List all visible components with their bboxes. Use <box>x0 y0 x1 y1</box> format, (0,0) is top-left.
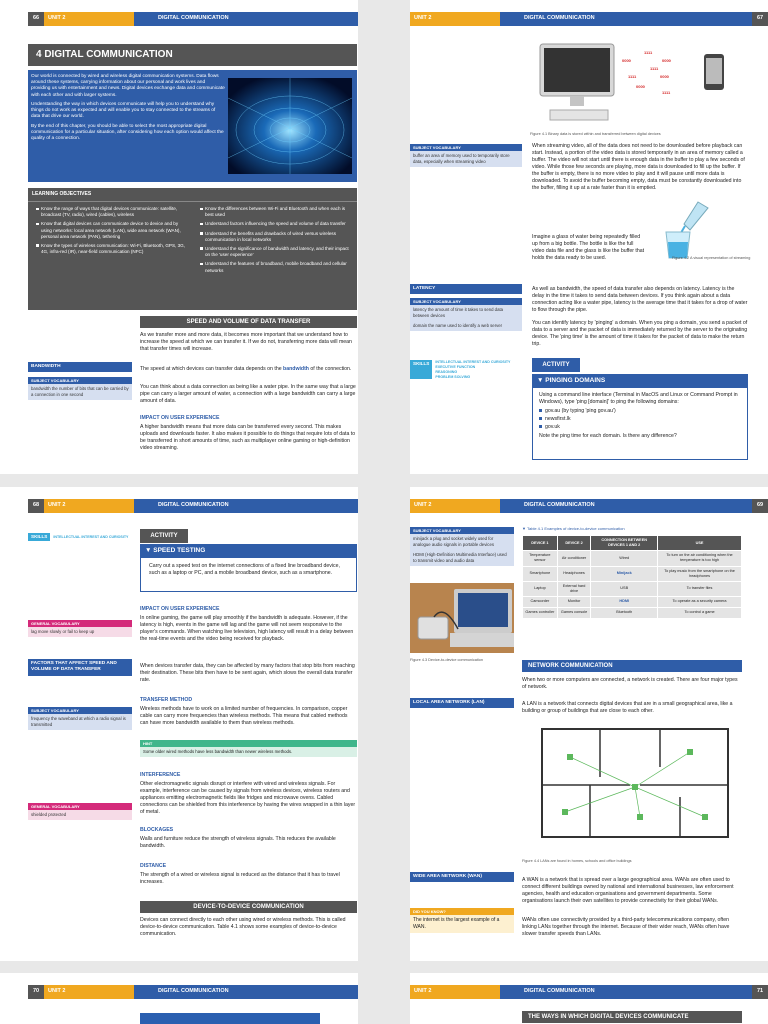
lan-floorplan <box>540 727 730 839</box>
wan-label: WIDE AREA NETWORK (WAN) <box>410 872 514 882</box>
lo-item: Know that digital devices can communicate device to device and by using networks: local area network (LAN), wide area network (WAN), personal area network (PAN), tethering <box>36 221 186 240</box>
table-cell: To transfer files <box>658 581 742 596</box>
lo-item: Know the types of wireless communication: Wi-Fi, Bluetooth, GPS, 3G, 4G, infra-red (IR), near-field communication (NFC) <box>36 243 186 255</box>
page-header <box>28 985 358 999</box>
unit-label: UNIT 2 <box>410 985 500 999</box>
chapter-title: 4 DIGITAL COMMUNICATION <box>28 44 357 66</box>
vocab-box <box>410 527 514 566</box>
skills-box <box>28 533 128 541</box>
activity-box <box>140 544 357 592</box>
chapter-label: DIGITAL COMMUNICATION <box>524 988 595 995</box>
unit-label: UNIT 2 <box>44 499 134 513</box>
d2d-paragraph: Devices can connect directly to each other using wired or wireless methods. This is called device-to-device communication. Table 4.1 shows some examples of device-to-device communication. <box>140 917 346 938</box>
skills-item: REASONING <box>435 369 458 374</box>
binary-digits: 0000 <box>622 58 631 63</box>
hint-heading: HINT <box>140 740 357 747</box>
table-cell: To control a game <box>658 608 742 619</box>
vocab-heading: SUBJECT VOCABULARY <box>28 707 132 714</box>
chapter-image <box>140 1013 320 1024</box>
impact-heading: IMPACT ON USER EXPERIENCE <box>140 415 220 421</box>
skills-box <box>410 360 510 379</box>
lo-item: Understand the benefits and drawbacks of wired versus wireless communication in local networks <box>200 231 352 243</box>
table-cell: Temperature sensor <box>523 551 558 566</box>
page-number: 70 <box>28 985 44 999</box>
table-row <box>523 566 742 581</box>
intro-paragraph: Our world is connected by wired and wireless digital communication systems. Data flows around these systems, carrying information about our personal and work lives and providing us with entertainment and news. Digital devices exchange data and communicate with each other and with larger systems. <box>31 74 225 98</box>
impact-paragraph: A higher bandwidth means that more data can be transferred every second. This makes uploads and downloads faster. It also makes it possible to do things that require lots of data to be transferred in short amounts of time, such as multiplayer online gaming or high-definition video streaming. <box>140 424 356 452</box>
page-71 <box>410 973 768 1024</box>
table-cell: Monitor <box>557 597 591 608</box>
binary-digits: 0000 <box>662 58 671 63</box>
page-header <box>410 12 768 26</box>
skills-item: INTELLECTUAL INTEREST AND CURIOSITY <box>435 360 511 364</box>
domain-list <box>533 408 747 431</box>
domain-list-item: gov.uk <box>539 424 741 431</box>
ping-paragraph: You can identify latency by 'pinging' a domain. When you ping a domain, you send a packet of data to a server and the packet of data is immediately returned by the server to the originating device. The 'ping time' is the amount of time it takes for the packet of data to make the return trip. <box>532 320 748 348</box>
water-glass-illustration <box>650 200 710 260</box>
table-cell: To turn on the air conditioning when the temperature is too high <box>658 551 742 566</box>
device-table-wrap <box>522 535 742 619</box>
table-cell: Smartphone <box>523 566 558 581</box>
factors-label: FACTORS THAT AFFECT SPEED AND VOLUME OF DATA TRANSFER <box>28 659 132 676</box>
intro-paragraph: By the end of this chapter, you should be able to select the most appropriate digital communication for a particular situation, after considering how each option would affect the quality of a connection. <box>31 123 224 142</box>
activity-box <box>532 374 748 460</box>
figure-caption: Figure 4.3 Device-to-device communication <box>410 658 484 662</box>
binary-digits: 1111 <box>628 74 637 79</box>
page-header <box>410 985 768 999</box>
latency-paragraph: As well as bandwidth, the speed of data transfer also depends on latency. Latency is the delay in the time it takes to send data between devices. If you think again about a data connection acting like a water pipe, latency is the average time that it takes for a drop of water to flow through the pipe. <box>532 286 748 314</box>
table-cell: Camcorder <box>523 597 558 608</box>
unit-label: UNIT 2 <box>410 12 500 26</box>
intro-box <box>28 70 357 182</box>
page-68 <box>0 487 358 961</box>
lan-paragraph: A LAN is a network that connects digital devices that are in a small geographical area, like a building or group of buildings that are close to each other. <box>522 701 733 715</box>
vocab-heading: SUBJECT VOCABULARY <box>410 298 522 305</box>
lo-item: Know the differences between Wi-Fi and Bluetooth and when each is best used <box>200 206 352 218</box>
glass-paragraph: Imagine a glass of water being repeatedly filled up from a big bottle. The bottle is like the full video data file and the glass is like the buffer that holds the data ready to be used. <box>532 234 645 262</box>
table-row <box>523 608 742 619</box>
network-paragraph: When two or more computers are connected, a network is created. There are four major types of network. <box>522 677 738 691</box>
learning-objectives <box>28 188 357 310</box>
page-number: 68 <box>28 499 44 513</box>
chapter-label: DIGITAL COMMUNICATION <box>158 502 229 509</box>
buffer-vocab: buffer an area of memory used to temporarily store data, especially when streaming video <box>410 151 522 167</box>
interference-paragraph: Other electromagnetic signals disrupt or interfere with wired and wireless signals. For example, interference can be caused by signals from wireless devices, wireless routers and appliances emitting electromagnetic fields like fridges and microwave ovens. Cabled connections can be shielded from this interference by having the wires wrapped in a thin layer of metal. <box>140 781 356 816</box>
table-cell: To operate as a security camera <box>658 597 742 608</box>
domain-list-item: gov.au (by typing 'ping gov.au') <box>539 408 741 415</box>
table-cell: Air conditioner <box>557 551 591 566</box>
frequency-vocab: frequency the waveband at which a radio signal is transmitted <box>28 714 132 730</box>
distance-heading: DISTANCE <box>140 863 167 869</box>
binary-digits: 1111 <box>662 90 671 95</box>
vocab-heading: GENERAL VOCABULARY <box>28 803 132 810</box>
lo-item: Understand factors influencing the speed and volume of data transfer <box>200 221 352 227</box>
table-cell: Games controller <box>523 608 558 619</box>
skills-label: SKILLS <box>410 360 432 379</box>
shielded-vocab: shielded protected <box>28 810 132 820</box>
table-cell: To play music from the smartphone on the headphones <box>658 566 742 581</box>
unit-label: UNIT 2 <box>44 985 134 999</box>
lo-item: Know the range of ways that digital devices communicate: satellite, broadcast (TV, radio), wired (cables), wireless <box>36 206 186 218</box>
vocab-heading: SUBJECT VOCABULARY <box>410 144 522 151</box>
unit-label: UNIT 2 <box>44 12 134 26</box>
dyk-text: The internet is the largest example of a WAN. <box>413 917 500 931</box>
did-you-know-box <box>410 908 514 933</box>
vocab-box <box>28 620 132 637</box>
lo-title: LEARNING OBJECTIVES <box>28 188 357 202</box>
table-cell: Minijack <box>591 566 658 581</box>
activity-tag: ACTIVITY <box>140 529 188 543</box>
bandwidth-vocab: bandwidth the number of bits that can be carried by a connection in one second <box>28 384 132 400</box>
table-cell: Bluetooth <box>591 608 658 619</box>
blockages-heading: BLOCKAGES <box>140 827 174 833</box>
blockages-paragraph: Walls and furniture reduce the strength of wireless signals. This reduces the available bandwidth. <box>140 836 336 850</box>
vocab-box <box>28 377 132 400</box>
speed-paragraph: As we transfer more and more data, it becomes more important that we understand how to increase the speed at which we can transfer it. If we do not, transferring more data will mean that transfer times will increase. <box>140 332 352 353</box>
chapter-label: DIGITAL COMMUNICATION <box>158 988 229 995</box>
table-cell: Headphones <box>557 566 591 581</box>
table-cell: Wired <box>591 551 658 566</box>
data-tunnel-image <box>228 78 352 174</box>
vocab-box <box>410 298 522 331</box>
chapter-label: DIGITAL COMMUNICATION <box>524 502 595 509</box>
page-number: 69 <box>752 499 768 513</box>
activity-note: Note the ping time for each domain. Is there any difference? <box>539 432 677 439</box>
buffer-paragraph: When streaming video, all of the data does not need to be downloaded before playback can start. Instead, a portion of the video data is stored temporarily in an area of memory called a buffer. The video will not start until there is enough data in the buffer to play a few seconds of video. While those few seconds are playing, more data is downloaded to fill up the buffer. If the buffer is empty, there is no more video to play and it will pause until more data is downloaded. To avoid the buffer becoming empty, data must be constantly downloaded into the buffer, filling it up at a rate faster than it is emptied. <box>532 143 745 192</box>
bandwidth-paragraph: The speed at which devices can transfer data depends on the bandwidth of the connection. <box>140 366 352 372</box>
wan-paragraph-2: WANs often use connectivity provided by a third-party telecommunications company, often linking LANs together through the internet. Because of their wider reach, WANs often have slower transfer speeds than LANs. <box>522 917 730 938</box>
activity-title: ▼ SPEED TESTING <box>141 545 356 558</box>
transfer-method-heading: TRANSFER METHOD <box>140 697 193 703</box>
activity-text: Using a command line interface (Terminal in MacOS and Linux or Command Prompt in Windows), type 'ping [domain]' to ping the following domains: <box>539 391 738 405</box>
page-67 <box>410 0 768 474</box>
table-cell: External hard drive <box>557 581 591 596</box>
minijack-vocab: minijack a plug and socket widely used for analogue audio signals in portable devices <box>410 534 514 550</box>
hint-box <box>140 740 357 757</box>
table-header-cell: DEVICE 1 <box>523 536 558 551</box>
binary-digits: 0000 <box>660 74 669 79</box>
lo-list-left <box>36 206 186 258</box>
table-cell: USB <box>591 581 658 596</box>
impact-heading: IMPACT ON USER EXPERIENCE <box>140 606 220 612</box>
table-row <box>523 597 742 608</box>
figure-caption: Figure 4.2 A visual representation of streaming <box>672 256 751 260</box>
section-bar: NETWORK COMMUNICATION <box>522 660 742 672</box>
hdmi-vocab: HDMI (High-Definition Multimedia Interface) used to transmit video and audio data <box>410 550 514 566</box>
page-66 <box>0 0 358 474</box>
domain-vocab: domain the name used to identify a web server <box>410 321 522 331</box>
binary-digits: 1111 <box>644 50 653 55</box>
lan-label: LOCAL AREA NETWORK (LAN) <box>410 698 514 708</box>
lo-item: Understand the features of broadband, mobile broadband and cellular networks <box>200 261 352 273</box>
vocab-box <box>28 707 132 730</box>
section-bar: DEVICE-TO-DEVICE COMMUNICATION <box>140 901 357 913</box>
vocab-box <box>28 803 132 820</box>
skills-item: INTELLECTUAL INTEREST AND CURIOSITY <box>53 534 129 539</box>
vocab-heading: SUBJECT VOCABULARY <box>410 527 514 534</box>
vocab-box <box>410 144 522 167</box>
latency-label: LATENCY <box>410 284 522 294</box>
page-70 <box>0 973 358 1024</box>
page-69 <box>410 487 768 961</box>
activity-tag: ACTIVITY <box>532 358 580 372</box>
lo-item: Understand the significance of bandwidth and latency, and their impact on the 'user experience' <box>200 246 352 258</box>
table-header-cell: USE <box>658 536 742 551</box>
skills-item: PROBLEM SOLVING <box>435 374 471 379</box>
factors-paragraph: When devices transfer data, they can be affected by many factors that stop bits from reaching their destination. These bits then have to be sent again, which slows the overall data transfer rate. <box>140 663 355 684</box>
figure-caption: Figure 4.4 LANs are found in homes, schools and office buildings <box>522 859 632 863</box>
binary-digits: 1111 <box>650 66 659 71</box>
unit-label: UNIT 2 <box>410 499 500 513</box>
activity-title: ▼ PINGING DOMAINS <box>533 375 747 388</box>
hint-text: Some older wired methods have less bandwidth than newer wireless methods. <box>140 747 357 757</box>
interference-heading: INTERFERENCE <box>140 772 181 778</box>
skills-label: SKILLS <box>28 533 50 541</box>
lo-list-right <box>200 206 352 277</box>
dyk-heading: DID YOU KNOW? <box>410 908 514 915</box>
latency-vocab: latency the amount of time it takes to send data between devices <box>410 305 522 321</box>
page-number: 71 <box>752 985 768 999</box>
page-number: 66 <box>28 12 44 26</box>
table-row <box>523 581 742 596</box>
section-bar: SPEED AND VOLUME OF DATA TRANSFER <box>140 316 357 328</box>
table-row <box>523 551 742 566</box>
table-caption: ▼ Table 4.1 Examples of device-to-device communication <box>522 526 625 531</box>
transfer-method-paragraph: Wireless methods have to work on a limited number of frequencies. In comparison, copper cable can carry more frequencies than wireless methods. This means that cabled methods can have more bandwidth available to them than wireless methods. <box>140 706 348 727</box>
table-header-cell: CONNECTION BETWEEN DEVICES 1 AND 2 <box>591 536 658 551</box>
chapter-label: DIGITAL COMMUNICATION <box>158 15 229 22</box>
binary-data <box>622 50 702 100</box>
pipe-paragraph: You can think about a data connection as being like a water pipe. In the same way that a large pipe can carry a larger amount of water, a connection with a large bandwidth can carry a large amount of data. <box>140 384 356 405</box>
bandwidth-label: BANDWIDTH <box>28 362 132 372</box>
table-cell: HDMI <box>591 597 658 608</box>
table-cell: Laptop <box>523 581 558 596</box>
skills-item: EXECUTIVE FUNCTION <box>435 364 476 369</box>
vocab-heading: SUBJECT VOCABULARY <box>28 377 132 384</box>
laptop-drive-photo <box>410 583 514 653</box>
page-number: 67 <box>752 12 768 26</box>
vocab-heading: GENERAL VOCABULARY <box>28 620 132 627</box>
table-header-cell: DEVICE 2 <box>557 536 591 551</box>
table-cell: Games console <box>557 608 591 619</box>
skills-list <box>435 360 510 379</box>
device-table <box>522 535 742 619</box>
figure-caption: Figure 4.1 Binary data is stored within and transferred between digital devices <box>530 132 661 136</box>
impact-paragraph: In online gaming, the game will play smoothly if the bandwidth is adequate. However, if the latency is high, events in the game will lag and the game will not seem responsive to the player's commands. When watching live television, high latency will result in a delay between the real-time events and the video being received for playback. <box>140 615 354 643</box>
distance-paragraph: The strength of a wired or wireless signal is reduced as the distance that it has to travel increases. <box>140 872 340 886</box>
lag-vocab: lag move slowly or fail to keep up <box>28 627 132 637</box>
domain-list-item: newsfirst.lk <box>539 416 741 423</box>
binary-digits: 0000 <box>636 84 645 89</box>
page-header <box>410 499 768 513</box>
intro-paragraph: Understanding the way in which devices communicate will help you to understand why things do not work as expected and will enable you to stay connected to the streams of data that drive our world. <box>31 101 216 120</box>
page-header <box>28 499 358 513</box>
section-bar: THE WAYS IN WHICH DIGITAL DEVICES COMMUNICATE <box>522 1011 742 1023</box>
activity-text: Carry out a speed test on the internet connections of a fixed line broadband device, such as a laptop or PC, and a mobile broadband device, such as a smartphone. <box>149 562 340 576</box>
chapter-label: DIGITAL COMMUNICATION <box>524 15 595 22</box>
page-header <box>28 12 358 26</box>
wan-paragraph: A WAN is a network that is spread over a large geographical area. WANs are often used to connect different buildings owned by national and international businesses, law enforcement agencies, health and education organisations and government departments. Some organisations launch their own satellites to provide connectivity for their global WANs. <box>522 877 734 905</box>
